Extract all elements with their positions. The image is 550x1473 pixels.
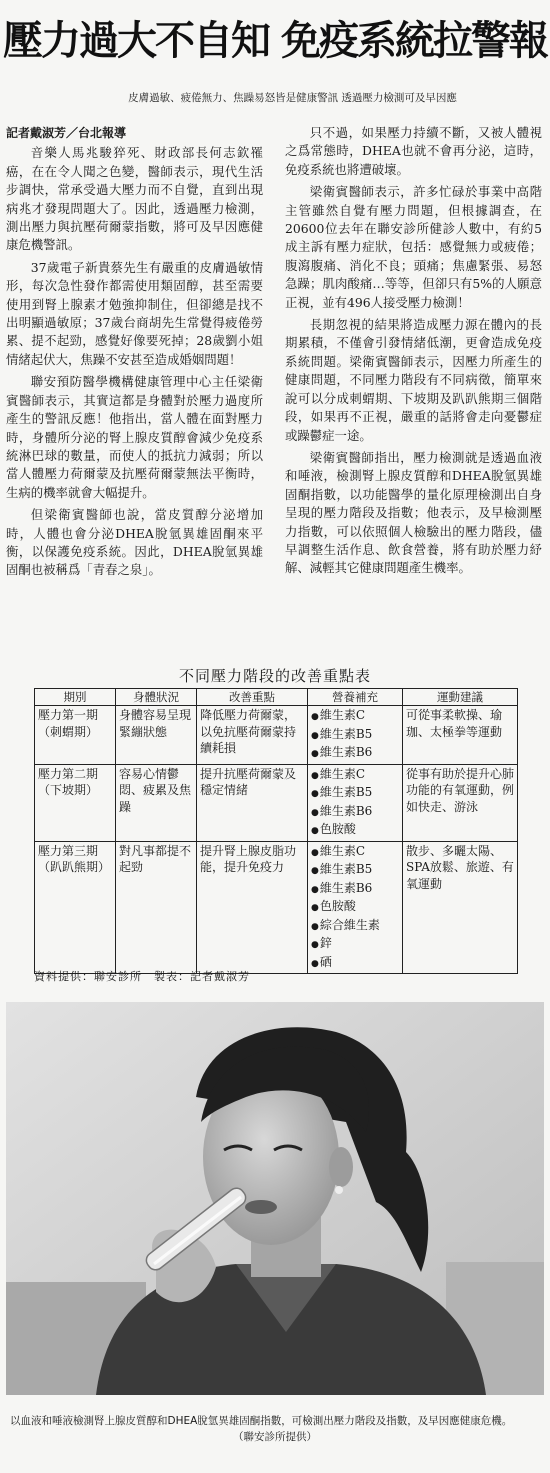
cell-goal: 提升抗壓荷爾蒙及穩定情緒 — [197, 764, 308, 841]
nutrient-item: ● 維生素B6 — [311, 744, 399, 763]
article-headline: 壓力過大不自知 免疫系統拉警報 — [3, 18, 547, 64]
cell-nutrition — [308, 764, 403, 841]
nutrient-item: ● 色胺酸 — [311, 821, 399, 840]
nutrient-item: ● 維生素B6 — [311, 803, 399, 822]
paragraph: 37歲電子新貴蔡先生有嚴重的皮膚過敏情形，每次急性發作都需使用類固醇，甚至需要使用到腎上腺素才勉強抑制住，但卻總是找不出明顯過敏原；37歲台商胡先生常覺得疲倦勞累、提不起勁，感覺好像要死掉；28歲劉小姐情緒起伏大，焦躁不安甚至造成婚姻問題！ — [6, 259, 263, 367]
cell-body: 身體容易呈現緊繃狀態 — [116, 706, 197, 765]
nutrient-item: ● 維生素B5 — [311, 784, 399, 803]
cell-exercise: 可從事柔軟操、瑜珈、太極拳等運動 — [403, 706, 518, 765]
cell-stage: 壓力第一期（刺蝟期） — [35, 706, 116, 765]
cell-goal: 降低壓力荷爾蒙，以免抗壓荷爾蒙持續耗損 — [197, 706, 308, 765]
cell-exercise: 從事有助於提升心肺功能的有氧運動，例如快走、游泳 — [403, 764, 518, 841]
cell-exercise: 散步、多曬太陽、SPA放鬆、旅遊、有氧運動 — [403, 841, 518, 974]
nutrient-item: ● 維生素C — [311, 843, 399, 862]
header-stage: 期別 — [35, 689, 116, 706]
byline: 記者戴淑芳／台北報導 — [6, 126, 127, 140]
paragraph: 梁衛賓醫師指出，壓力檢測就是透過血液和唾液，檢測腎上腺皮質醇和DHEA脫氫異雄固酮指數，以功能醫學的量化原理檢測出自身呈現的壓力階段及指數；他表示，及早檢測壓力指數，可以依照個人檢驗出的壓力階段，儘早調整生活作息、飲食營養，將有助於壓力紓解、減輕其它健康問題產生機率。 — [285, 449, 542, 576]
woman-blowing-tube-photo — [6, 1002, 544, 1395]
header-body: 身體狀況 — [116, 689, 197, 706]
nutrient-item: ● 色胺酸 — [311, 898, 399, 917]
photo-credit: （聯安診所提供） — [233, 1431, 317, 1443]
paragraph: 聯安預防醫學機構健康管理中心主任梁衛賓醫師表示，其實這都是身體對於壓力過度所產生的警訊反應！他指出，當人體在面對壓力時，身體所分泌的腎上腺皮質醇會減少免疫系統淋巴球的數量，而使人的抵抗力減弱；所以當人體壓力荷爾蒙及抗壓荷爾蒙無法平衡時，生病的機率就會大幅提升。 — [6, 374, 263, 500]
table-source-credit: 資料提供：聯安診所 製表：記者戴淑芳 — [34, 970, 250, 983]
nutrient-item: ● 鋅 — [311, 935, 399, 954]
cell-goal: 提升腎上腺皮脂功能，提升免疫力 — [197, 841, 308, 974]
nutrient-item: ● 維生素C — [311, 766, 399, 785]
header-exercise: 運動建議 — [403, 689, 518, 706]
photo-caption — [10, 1414, 540, 1445]
nutrient-item: ● 綜合維生素 — [311, 917, 399, 936]
header-nutrition: 營養補充 — [308, 689, 403, 706]
article-subheadline: 皮膚過敏、疲倦無力、焦躁易怒皆是健康警訊 透過壓力檢測可及早因應 — [128, 92, 457, 104]
paragraph: 音樂人馬兆駿猝死、財政部長何志欽罹癌，在在令人聞之色變，醫師表示，現代生活步調快，常承受過大壓力而不自覺，直到出現病兆才發現問題大了。因此，透過壓力檢測，測出壓力與抗壓荷爾蒙指數，將可及早因應健康危機警訊。 — [6, 145, 263, 253]
cell-stage: 壓力第三期（趴趴熊期） — [35, 841, 116, 974]
table-title: 不同壓力階段的改善重點表 — [178, 667, 371, 685]
table-row — [35, 706, 518, 765]
nutrient-item: ● 維生素B5 — [311, 726, 399, 745]
nutrient-item: ● 維生素B5 — [311, 861, 399, 880]
paragraph: 梁衛賓醫師表示，許多忙碌於事業中高階主管雖然自覺有壓力問題，但根據調查，在20600位去年在聯安診所健診人數中，有約5成主訴有壓力症狀，包括：感覺無力或疲倦；腹瀉腹痛、消化不良；頭痛；焦慮緊張、易怒急躁；肌肉酸痛…等等，但卻只有5%的人願意正視，並有496人接受壓力檢測！ — [285, 184, 542, 310]
right-column — [285, 124, 542, 644]
article-photo — [6, 1002, 544, 1395]
cell-body: 對凡事都提不起勁 — [116, 841, 197, 974]
paragraph: 但梁衛賓醫師也說，當皮質醇分泌增加時，人體也會分泌DHEA脫氫異雄固酮來平衡，以保護免疫系統。因此，DHEA脫氫異雄固酮也被稱爲「青春之泉」。 — [6, 507, 263, 578]
nutrient-item: ● 維生素C — [311, 707, 399, 726]
table-row — [35, 841, 518, 974]
nutrient-item: ● 硒 — [311, 954, 399, 973]
header-goal: 改善重點 — [197, 689, 308, 706]
cell-nutrition — [308, 706, 403, 765]
cell-body: 容易心情鬱悶、疲累及焦躁 — [116, 764, 197, 841]
stress-stage-table — [34, 688, 518, 974]
caption-text: 以血液和唾液檢測腎上腺皮質醇和DHEA脫氫異雄固酮指數，可檢測出壓力階段及指數，及早因應健康危機。 — [10, 1415, 513, 1427]
paragraph: 只不過，如果壓力持續不斷，又被人體視之爲常態時，DHEA也就不會再分泌，這時，免疫系統也將遭破壞。 — [285, 125, 542, 177]
cell-nutrition — [308, 841, 403, 974]
table-row — [35, 764, 518, 841]
left-column — [6, 124, 263, 644]
cell-stage: 壓力第二期（下坡期） — [35, 764, 116, 841]
nutrient-item: ● 維生素B6 — [311, 880, 399, 899]
table-header-row — [35, 689, 518, 706]
paragraph: 長期忽視的結果將造成壓力源在體內的長期累積，不僅會引發情緒低潮，更會造成免疫系統問題。梁衛賓醫師表示，因壓力所產生的健康問題，不同壓力階段有不同病徵，簡單來說可以分成刺蝟期、下坡期及趴趴熊期三個階段，如果再不正視，嚴重的話將會走向憂鬱症或躁鬱症一途。 — [285, 317, 542, 443]
